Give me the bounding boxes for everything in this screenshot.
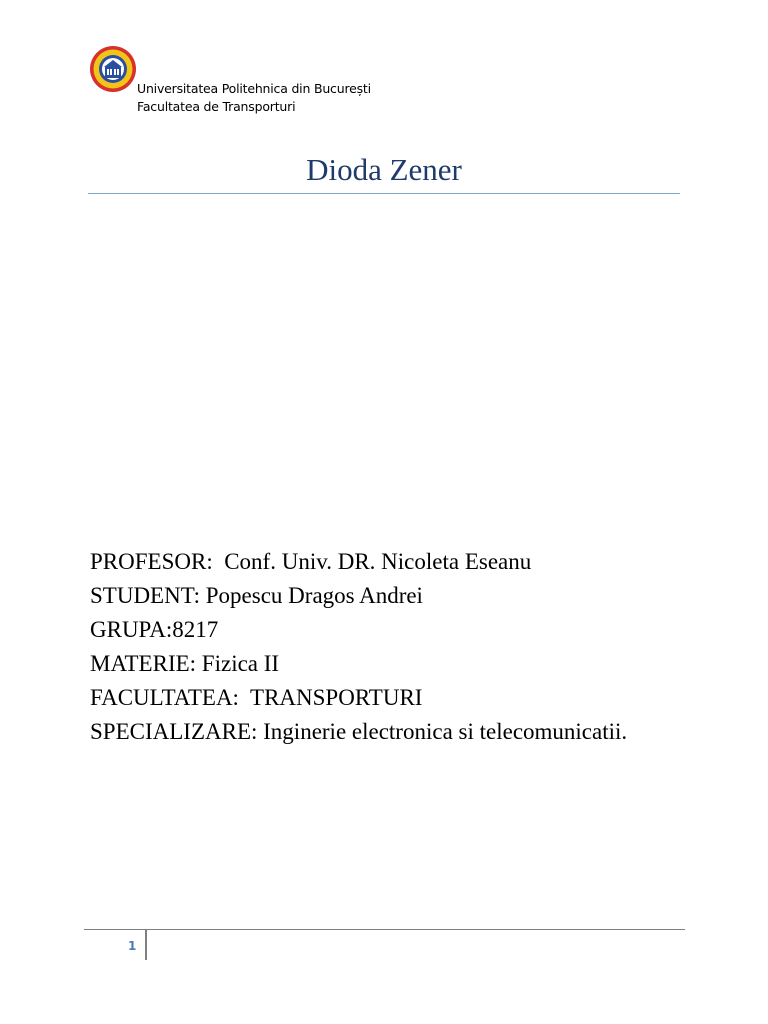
page-number: 1 xyxy=(128,939,137,953)
faculty-name: Facultatea de Transporturi xyxy=(137,99,296,114)
university-name: Universitatea Politehnica din București xyxy=(137,81,371,96)
info-block xyxy=(90,545,627,749)
student-line: STUDENT: Popescu Dragos Andrei xyxy=(90,583,423,608)
footer-divider xyxy=(84,929,685,930)
footer-vertical-bar xyxy=(145,930,147,960)
title-divider xyxy=(88,193,680,194)
document-title: Dioda Zener xyxy=(306,152,462,187)
institution-header xyxy=(137,80,371,116)
grupa-line: GRUPA:8217 xyxy=(90,617,219,642)
university-seal-logo xyxy=(89,45,137,93)
facultatea-line: FACULTATEA: TRANSPORTURI xyxy=(90,685,423,710)
specializare-line: SPECIALIZARE: Inginerie electronica si telecomunicatii. xyxy=(90,719,628,744)
profesor-line: PROFESOR: Conf. Univ. DR. Nicoleta Eseanu xyxy=(90,549,532,574)
materie-line: MATERIE: Fizica II xyxy=(90,651,280,676)
